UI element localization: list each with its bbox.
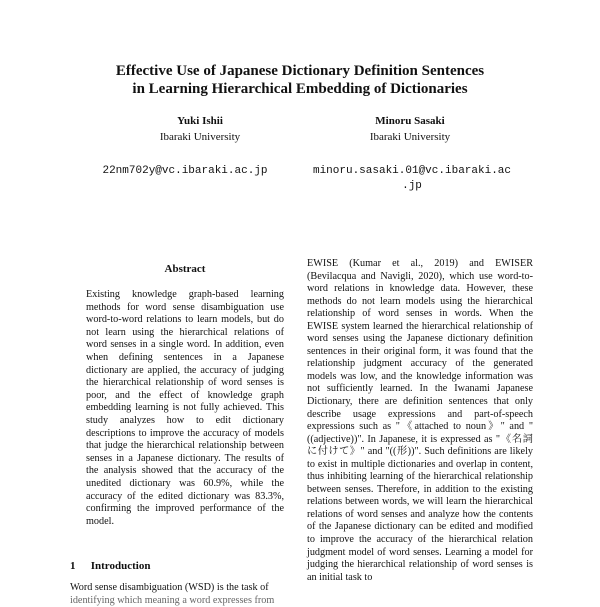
abstract-heading: Abstract xyxy=(164,263,206,275)
right-column-text: EWISE (Kumar et al., 2019) and EWISER (Bevilacqua and Navigli, 2020), which use word-to-word relations in knowledge data. However, these methods do not learn models using the hierarchical relationship of word senses in words. When the EWISE system learned the hierarchical relationship of word senses using the Japanese dictionary definition sentences in their original form, it was found that the relationship judgment accuracy of the generated models was low, and the knowledge information was not sufficiently learned. In the Iwanami Japanese Dictionary, there are definition sentences that only describe usage expressions and part-of-speech expressions such as "《attached to noun》" and "((adjective))". In Japanese, it is expressed as "《名詞に付けて》" and "((形))". Such definitions are likely to exist in multiple dictionaries and overlap in content, thus inhibiting learning of the hierarchical relationship between senses. Therefore, in addition to the existing relations between words, we will learn the hierarchical relations of word senses and analyze how the contents of the Japanese dictionary can be edited and modified to improve the accuracy of the hierarchical relation judgment model of word senses. Learning a model for judging the hierarchical relationship of word senses is an initial task to xyxy=(307,258,533,583)
section-heading xyxy=(70,560,150,572)
section-title: Introduction xyxy=(90,560,151,572)
author-1-email: 22nm702y@vc.ibaraki.ac.jp xyxy=(102,165,268,177)
abstract-text: Existing knowledge graph-based learning methods for word sense disambiguation use word-to-word relations to learn models, but do not learn using the hierarchical relations of word senses in a single word. In addition, even when defining sentences in a Japanese dictionary are applied, the accuracy of judging the hierarchical relationship of word senses is poor, and the effect of knowledge graph embedding learning is not fully achieved. This study analyzes how to edit dictionary descriptions to improve the accuracy of models that judge the hierarchical relationship between senses in a Japanese dictionary. The results of the analysis showed that the accuracy of the unedited dictionary was 60.9%, while the accuracy of the edited dictionary was 83.3%, confirming the improved performance of the model. xyxy=(86,289,284,527)
author-1-affiliation: Ibaraki University xyxy=(159,131,241,143)
author-2-affiliation: Ibaraki University xyxy=(369,131,451,143)
author-1-name: Yuki Ishii xyxy=(177,115,223,127)
author-1 xyxy=(80,113,320,145)
intro-text: Word sense disambiguation (WSD) is the task of xyxy=(70,582,269,593)
title-line-2: in Learning Hierarchical Embedding of Dictionaries xyxy=(132,81,468,97)
title-line-1: Effective Use of Japanese Dictionary Definition Sentences xyxy=(115,63,485,79)
intro-paragraph xyxy=(70,582,300,607)
author-2-email-line-2: .jp xyxy=(402,180,422,192)
author-2 xyxy=(290,113,530,145)
author-2-email xyxy=(296,164,528,194)
section-number: 1 xyxy=(70,560,76,572)
intro-text-cut: identifying which meaning a word expresses from xyxy=(70,594,275,606)
author-2-name: Minoru Sasaki xyxy=(375,115,445,127)
paper-title xyxy=(0,62,600,98)
author-2-email-line-1: minoru.sasaki.01@vc.ibaraki.ac xyxy=(312,165,512,177)
